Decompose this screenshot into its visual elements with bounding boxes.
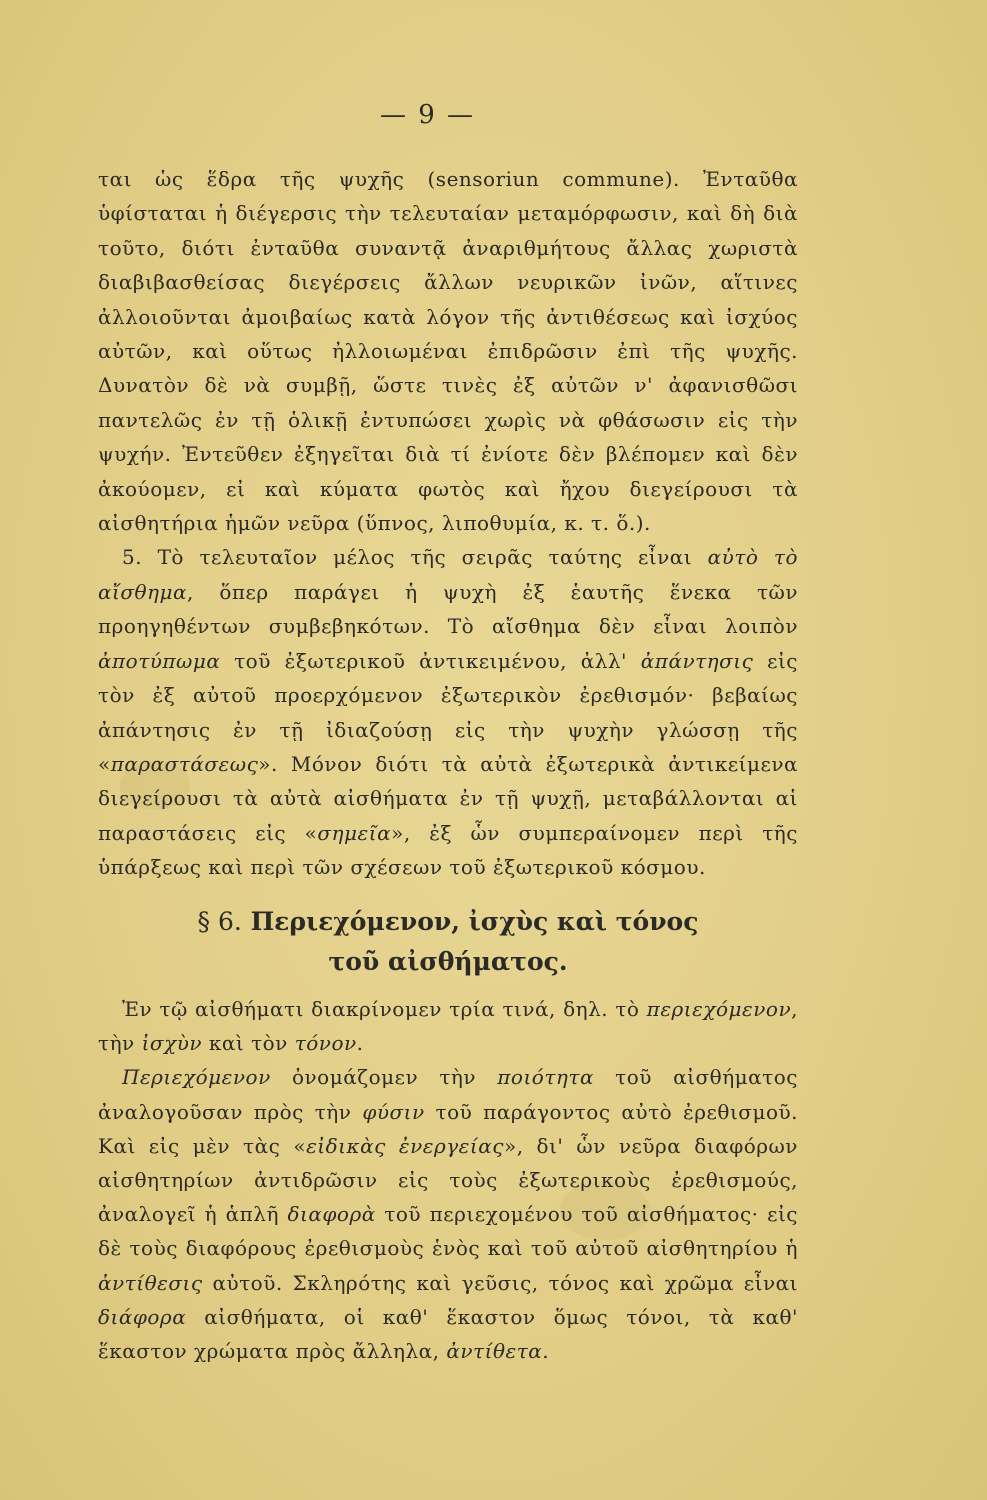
- italic-term: τόνον: [294, 1031, 357, 1056]
- heading-title-2: τοῦ αἰσθήματος.: [328, 947, 568, 976]
- paragraph-number: 5.: [122, 545, 143, 570]
- text-run: αὐτοῦ. Σκληρότης καὶ γεῦσις, τόνος καὶ χρῶμα εἶναι: [212, 1270, 798, 1295]
- italic-term: αὐτὸ τὸ αἴσθημα: [98, 545, 799, 604]
- italic-term: διαφορὰ: [287, 1202, 376, 1227]
- heading-title-1: Περιεχόμενον, ἰσχὺς καὶ τόνος: [250, 907, 699, 936]
- intro-paragraph: [98, 992, 798, 1060]
- continuation-paragraph: ται ὡς ἕδρα τῆς ψυχῆς (sensoriun commune). Ἐνταῦθα ὑφίσταται ἡ διέγερσις τὴν τελευταίαν μεταμόρφωσιν, καὶ δὴ διὰ τοῦτο, διότι ἐνταῦθα συναντᾷ ἀναριθμήτους ἄλλας χωριστὰ διαβιβασθείσας διεγέρσεις ἄλλων νευρικῶν ἰνῶν, αἵτινες ἀλλοιοῦνται ἀμοιβαίως κατὰ λόγον τῆς ἀντιθέσεως καὶ ἰσχύος αὐτῶν, καὶ οὕτως ἠλλοιωμέναι ἐπιδρῶσιν ἐπὶ τῆς ψυχῆς. Δυνατὸν δὲ νὰ συμβῇ, ὥστε τινὲς ἐξ αὐτῶν ν' ἀφανισθῶσι παντελῶς ἐν τῇ ὁλικῇ ἐντυπώσει χωρὶς νὰ φθάσωσιν εἰς τὴν ψυχήν. Ἐντεῦθεν ἐξηγεῖται διὰ τί ἐνίοτε δὲν βλέπομεν καὶ δὲν ἀκούομεν, εἰ καὶ κύματα φωτὸς καὶ ἤχου διεγείρουσι τὰ αἰσθητήρια ἡμῶν νεῦρα (ὕπνος, λιποθυμία, κ. τ. ὅ.).: [98, 167, 798, 536]
- italic-term: ποιότητα: [497, 1065, 594, 1090]
- italic-term: εἰδικὰς ἐνεργείας: [306, 1133, 504, 1158]
- italic-term: ἀντίθεσις: [98, 1270, 203, 1295]
- text-run: », δι' ὧν νεῦρα διαφόρων αἰσθητηρίων ἀντιδρῶσιν εἰς τοὺς ἐξωτερικοὺς ἐρεθισμούς, ἀναλογεῖ ἡ ἁπλῆ: [98, 1133, 798, 1227]
- page-number: — 9 —: [379, 100, 476, 130]
- text-run: καὶ τὸν: [208, 1031, 288, 1056]
- italic-term: περιεχόμενον: [646, 997, 792, 1021]
- italic-term: φύσιν: [362, 1099, 425, 1124]
- italic-term: σημεῖα: [317, 820, 392, 845]
- section-6-text: [98, 992, 798, 1368]
- text-run: τοῦ ἐξωτερικοῦ ἀντικειμένου, ἀλλ': [234, 648, 628, 673]
- italic-term: διάφορα: [98, 1304, 187, 1329]
- text-run: Τὸ τελευταῖον μέλος τῆς σειρᾶς ταύτης εἶναι: [157, 545, 693, 570]
- paragraph-5: [98, 540, 798, 884]
- italic-term: Περιεχόμενον: [122, 1065, 271, 1090]
- text-run: τοῦ παράγοντος αὐτὸ ἐρεθισμοῦ. Καὶ εἰς μὲν τὰς «: [98, 1099, 798, 1158]
- text-run: .: [356, 1031, 364, 1056]
- text-run: αἰσθήματα, οἱ καθ' ἕκαστον ὅμως τόνοι, τὰ καθ' ἕκαστον χρώματα πρὸς ἄλληλα,: [98, 1304, 798, 1364]
- section-symbol: § 6.: [197, 907, 242, 936]
- section-5-text: [98, 162, 798, 885]
- text-run: , τὴν: [98, 997, 798, 1056]
- italic-term: ἀπάντησις: [640, 648, 754, 673]
- text-run: Ἐν τῷ αἰσθήματι διακρίνομεν τρία τινά, δηλ. τὸ: [122, 997, 640, 1021]
- italic-term: ἀντίθετα: [446, 1339, 543, 1364]
- text-run: τοῦ αἰσθήματος ἀναλογοῦσαν πρὸς τὴν: [98, 1065, 798, 1124]
- text-run: .: [542, 1339, 550, 1364]
- text-run: ὀνομάζομεν τὴν: [291, 1065, 477, 1090]
- italic-term: ἀποτύπωμα: [98, 648, 221, 673]
- text-run: ». Μόνον διότι τὰ αὐτὰ ἐξωτερικὰ ἀντικείμενα διεγείρουσι τὰ αὐτὰ αἰσθήματα ἐν τῇ ψυχῇ, μεταβάλλονται αἱ παραστάσεις εἰς «: [98, 751, 798, 845]
- text-run: », ἐξ ὧν συμπεραίνομεν περὶ τῆς ὑπάρξεως καὶ περὶ τῶν σχέσεων τοῦ ἐξωτερικοῦ κόσμου.: [98, 820, 798, 880]
- text-run: , ὅπερ παράγει ἡ ψυχὴ ἐξ ἑαυτῆς ἕνεκα τῶν προηγηθέντων συμβεβηκότων. Τὸ αἴσθημα δὲν εἶναι λοιπὸν: [98, 579, 798, 639]
- italic-term: ἰσχὺν: [141, 1031, 203, 1056]
- heading-line-1: [98, 902, 798, 942]
- text-run: τοῦ περιεχομένου τοῦ αἰσθήματος· εἰς δὲ τοὺς διαφόρους ἐρεθισμοὺς ἑνὸς καὶ τοῦ αὐτοῦ αἰσθητηρίου ἡ: [98, 1202, 798, 1261]
- text-run: εἰς τὸν ἐξ αὐτοῦ προερχόμενον ἐξωτερικὸν ἐρεθισμόν· βεβαίως ἀπάντησις ἐν τῇ ἰδιαζούσῃ εἰς τὴν ψυχὴν γλώσσῃ τῆς «: [98, 648, 798, 776]
- content-paragraph: [98, 1060, 798, 1368]
- section-6-heading: [98, 902, 798, 982]
- italic-term: παραστάσεως: [110, 751, 259, 776]
